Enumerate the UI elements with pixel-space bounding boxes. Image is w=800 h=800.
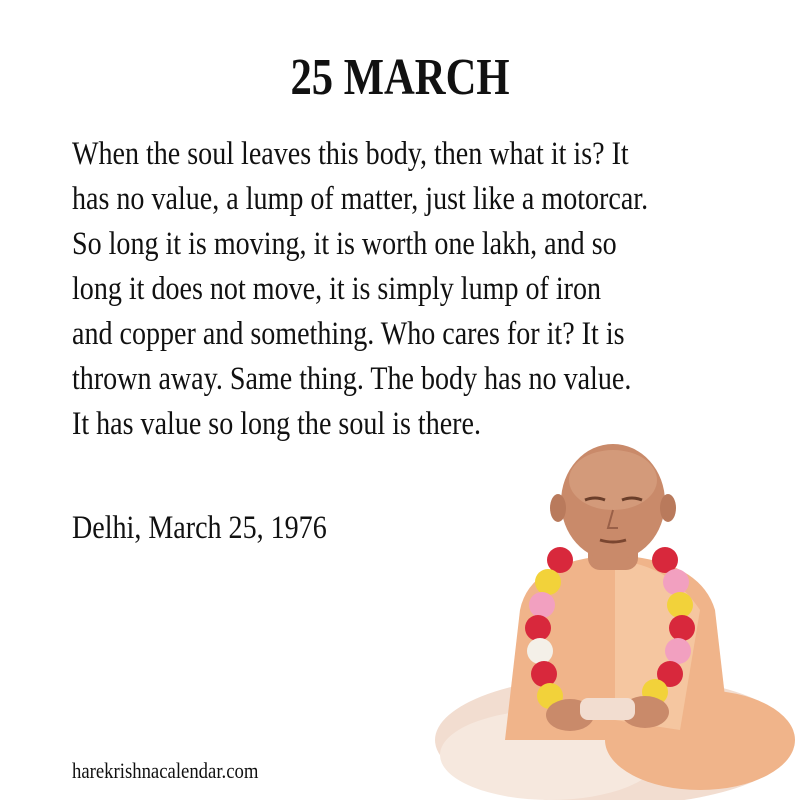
quote-line: So long it is moving, it is worth one lakh, and so: [72, 226, 617, 262]
forehead: [569, 450, 657, 510]
quote-line: long it does not move, it is simply lump of iron: [72, 271, 602, 307]
quote-line: thrown away. Same thing. The body has no value.: [72, 361, 632, 397]
right-ear: [660, 494, 676, 522]
seated-devotee-portrait: [430, 440, 800, 800]
bead-bag: [580, 698, 635, 720]
left-ear: [550, 494, 566, 522]
quote-line: and copper and something. Who cares for it? It is: [72, 316, 625, 352]
website-footer: harekrishnacalendar.com: [72, 758, 259, 783]
quote-text: [72, 132, 792, 447]
quote-source: Delhi, March 25, 1976: [72, 510, 327, 546]
page-title: 25 MARCH: [290, 49, 510, 106]
quote-line: It has value so long the soul is there.: [72, 406, 481, 442]
quote-line: When the soul leaves this body, then what it is? It: [72, 136, 629, 172]
quote-line: has no value, a lump of matter, just like a motorcar.: [72, 181, 649, 217]
